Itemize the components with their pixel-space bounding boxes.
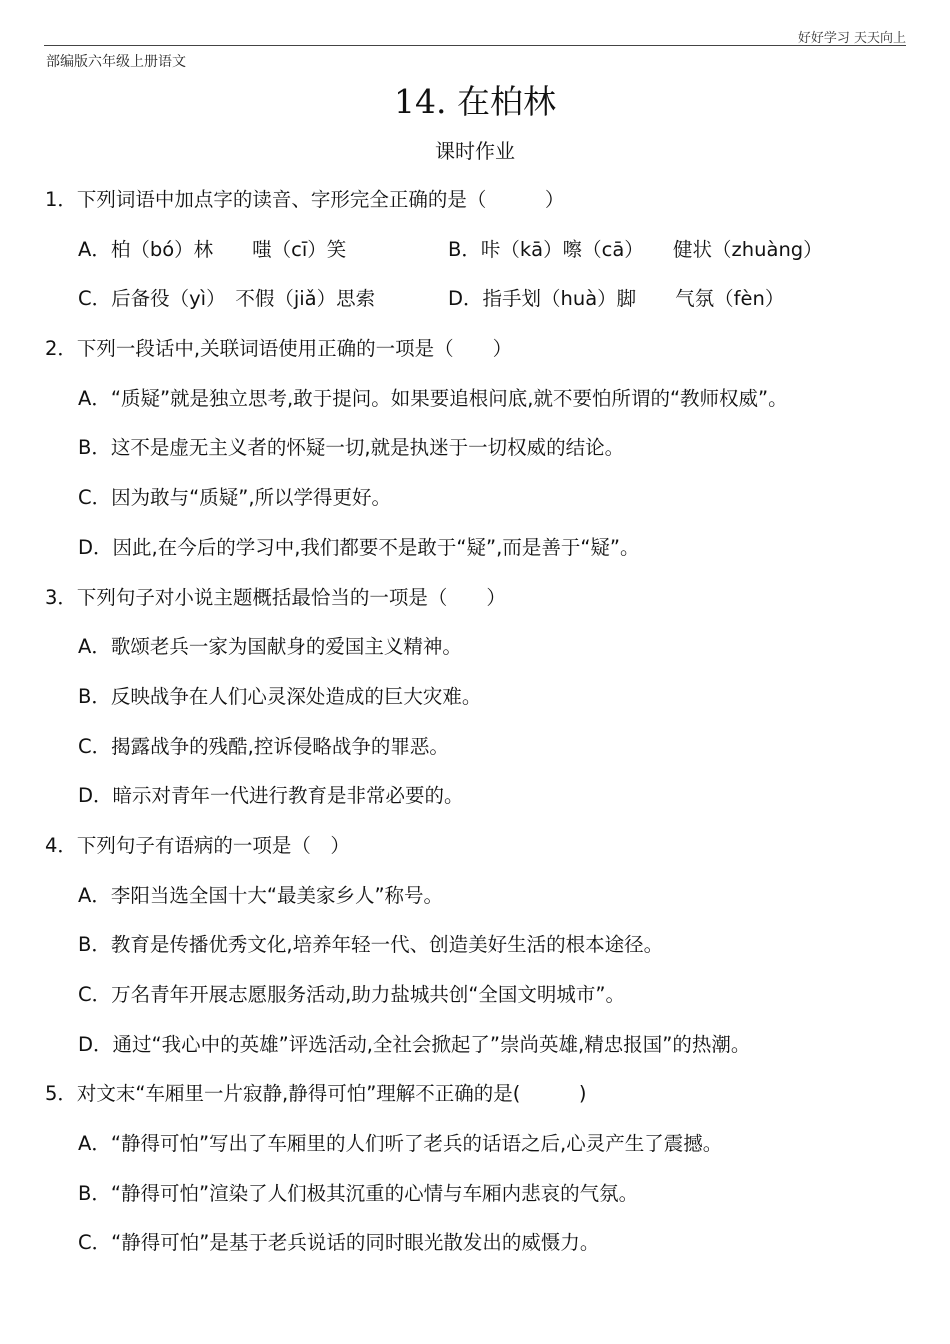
question-1-option-d: D．指手划（huà）脚 气氛（fèn） bbox=[448, 287, 785, 311]
question-5-option-b: B．“静得可怕”渲染了人们极其沉重的心情与车厢内悲哀的气氛。 bbox=[78, 1181, 639, 1205]
question-1-options-row-2 bbox=[0, 280, 950, 330]
question-3-option-d: D．暗示对青年一代进行教育是非常必要的。 bbox=[78, 784, 464, 808]
question-5-stem: 5．对文末“车厢里一片寂静,静得可怕”理解不正确的是( ) bbox=[45, 1082, 587, 1106]
question-4-option-a: A．李阳当选全国十大“最美家乡人”称号。 bbox=[78, 883, 444, 907]
question-1-option-c: C．后备役（yì） 不假（jiǎ）思索 bbox=[78, 287, 376, 311]
question-2-option-a: A．“质疑”就是独立思考,敢于提问。如果要追根问底,就不要怕所谓的“教师权威”。 bbox=[78, 386, 788, 410]
question-2-option-d: D．因此,在今后的学习中,我们都要不是敢于“疑”,而是善于“疑”。 bbox=[78, 535, 640, 559]
question-3-option-c: C．揭露战争的残酷,控诉侵略战争的罪恶。 bbox=[78, 734, 449, 758]
question-5-option-c: C．“静得可怕”是基于老兵说话的同时眼光散发出的威慑力。 bbox=[78, 1231, 600, 1255]
question-4-option-b: B．教育是传播优秀文化,培养年轻一代、创造美好生活的根本途径。 bbox=[78, 933, 664, 957]
question-3-option-b: B．反映战争在人们心灵深处造成的巨大灾难。 bbox=[78, 684, 482, 708]
question-3-stem: 3．下列句子对小说主题概括最恰当的一项是（ ） bbox=[45, 585, 506, 609]
question-2-stem: 2．下列一段话中,关联词语使用正确的一项是（ ） bbox=[45, 337, 513, 361]
page-title: 14. 在柏林 bbox=[394, 82, 556, 121]
question-1-option-b: B．咔（kā）嚓（cā） 健状（zhuàng） bbox=[448, 237, 823, 261]
question-1-options-row-1 bbox=[0, 231, 950, 281]
question-4-option-d: D．通过“我心中的英雄”评选活动,全社会掀起了”崇尚英雄,精忠报国”的热潮。 bbox=[78, 1032, 751, 1056]
question-1-option-a: A．柏（bó）林 嗤（cī）笑 bbox=[78, 237, 347, 261]
header-divider bbox=[44, 45, 906, 46]
question-1-stem: 1．下列词语中加点字的读音、字形完全正确的是（ ） bbox=[45, 188, 565, 211]
page-subtitle: 课时作业 bbox=[435, 139, 515, 163]
question-5-option-a: A．“静得可怕”写出了车厢里的人们听了老兵的话语之后,心灵产生了震撼。 bbox=[78, 1132, 723, 1156]
question-2-option-b: B．这不是虚无主义者的怀疑一切,就是执迷于一切权威的结论。 bbox=[78, 436, 625, 460]
header-motto: 好好学习 天天向上 bbox=[797, 31, 906, 46]
header-course: 部编版六年级上册语文 bbox=[46, 54, 186, 70]
question-2-option-c: C．因为敢与“质疑”,所以学得更好。 bbox=[78, 486, 392, 510]
question-3-option-a: A．歌颂老兵一家为国献身的爱国主义精神。 bbox=[78, 635, 462, 659]
question-4-stem: 4．下列句子有语病的一项是（ ） bbox=[45, 833, 350, 857]
question-list bbox=[0, 181, 950, 1274]
question-4-option-c: C．万名青年开展志愿服务活动,助力盐城共创“全国文明城市”。 bbox=[78, 983, 626, 1006]
